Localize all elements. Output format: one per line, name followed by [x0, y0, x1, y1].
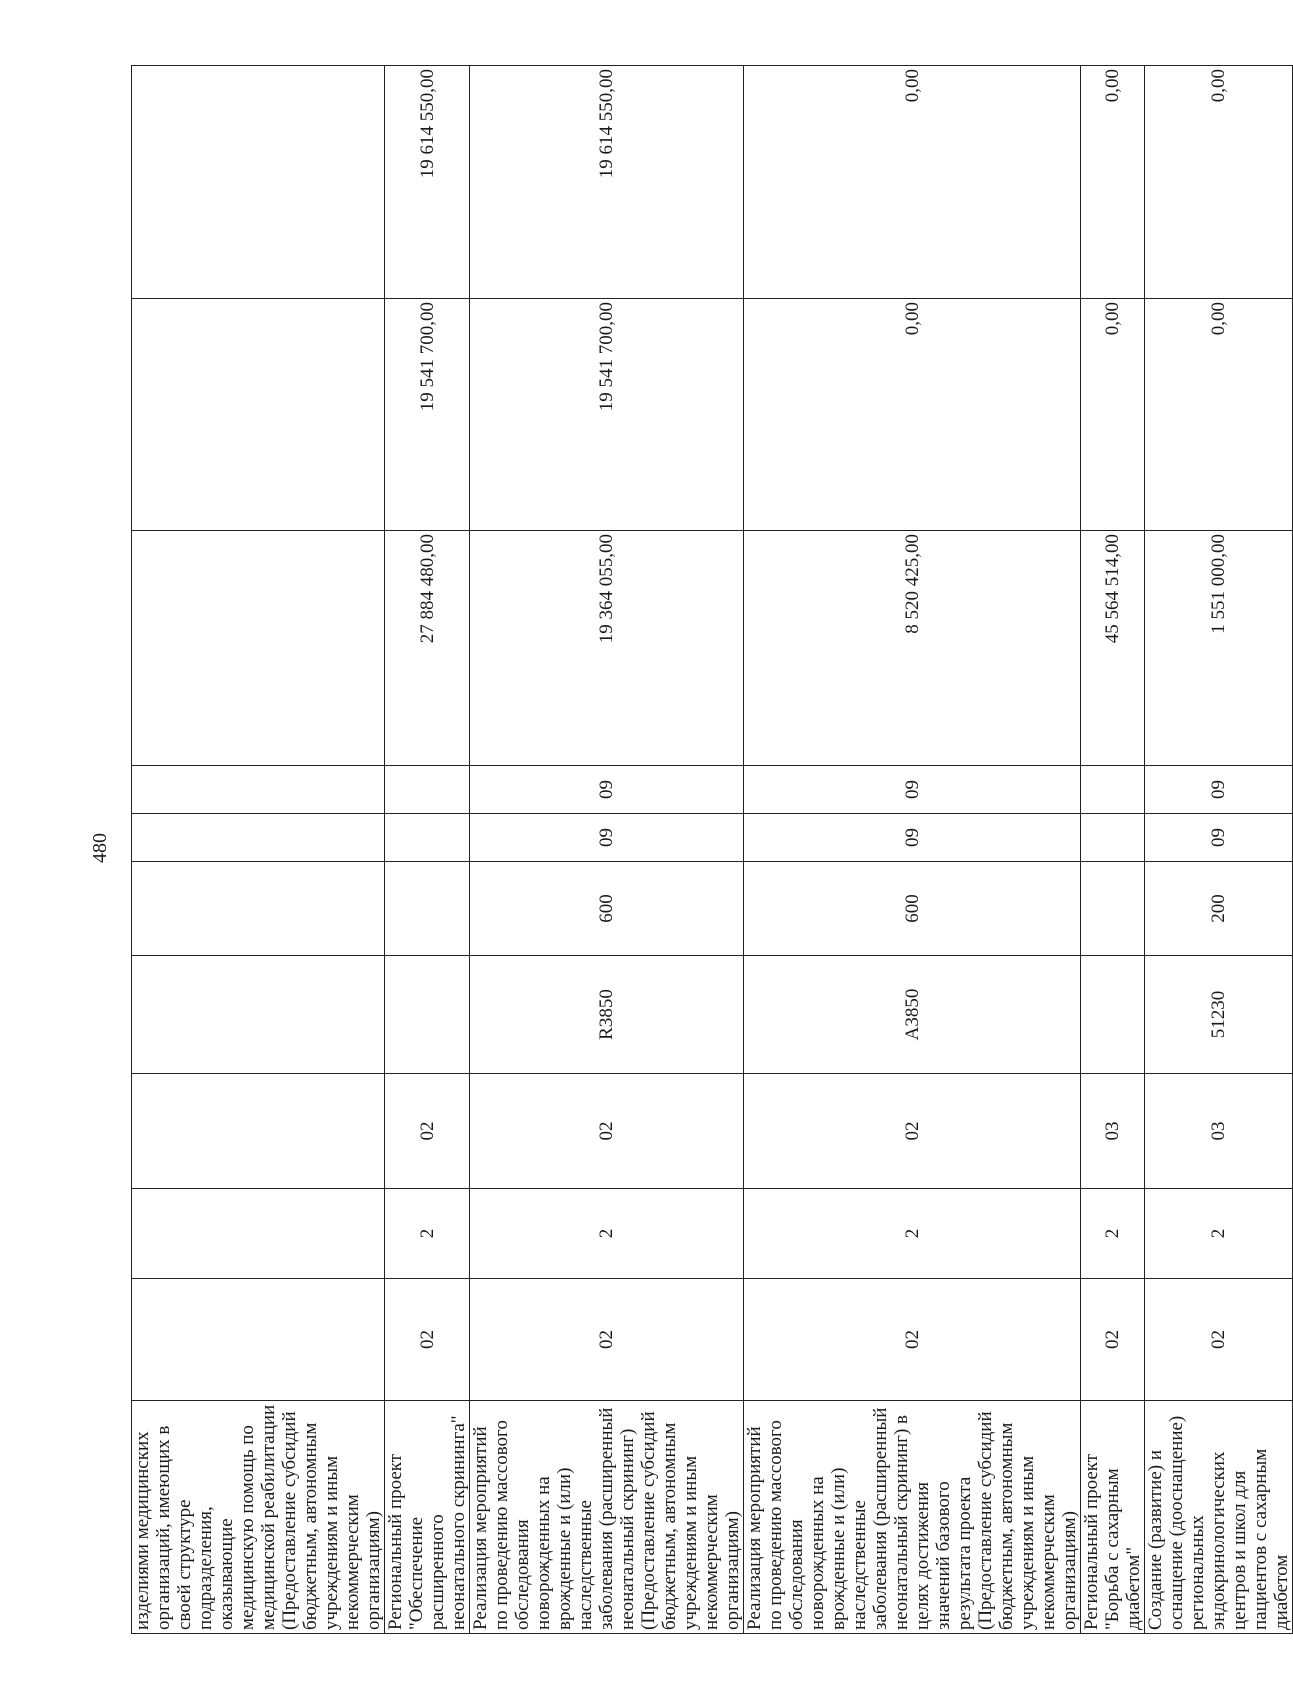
code-cell-c6 [1081, 814, 1145, 862]
amount-cell-v3 [132, 66, 385, 299]
table-row [1145, 66, 1293, 1634]
amount-cell-v2: 0,00 [1081, 299, 1145, 531]
table-row [470, 66, 744, 1634]
amount-cell-v2: 0,00 [744, 299, 1081, 531]
code-cell-c2: 2 [1081, 1189, 1145, 1279]
code-cell-c1: 02 [1145, 1279, 1293, 1401]
budget-table [131, 65, 1293, 1634]
code-cell-c1: 02 [470, 1279, 744, 1401]
table-row [385, 66, 470, 1634]
amount-cell-v2 [132, 299, 385, 531]
amount-cell-v2: 19 541 700,00 [385, 299, 470, 531]
code-cell-c6: 09 [744, 814, 1081, 862]
code-cell-c2: 2 [385, 1189, 470, 1279]
code-cell-c3: 02 [744, 1074, 1081, 1189]
code-cell-c6: 09 [470, 814, 744, 862]
code-cell-c3 [132, 1074, 385, 1189]
code-cell-c7 [1081, 766, 1145, 814]
code-cell-c1: 02 [744, 1279, 1081, 1401]
code-cell-c6: 09 [1145, 814, 1293, 862]
row-name-cell: Создание (развитие) и оснащение (дооснащение) региональных эндокринологических центров и школ для пациентов с сахарным диабетом [1145, 1401, 1293, 1634]
amount-cell-v1 [132, 531, 385, 766]
code-cell-c7 [132, 766, 385, 814]
code-cell-c3: 02 [385, 1074, 470, 1189]
code-cell-c1: 02 [1081, 1279, 1145, 1401]
code-cell-c5 [1081, 862, 1145, 956]
code-cell-c5 [385, 862, 470, 956]
code-cell-c4 [1081, 956, 1145, 1074]
table-row [132, 66, 385, 1634]
code-cell-c4 [132, 956, 385, 1074]
table-row [744, 66, 1081, 1634]
amount-cell-v3: 0,00 [1081, 66, 1145, 299]
code-cell-c3: 03 [1081, 1074, 1145, 1189]
code-cell-c4: А3850 [744, 956, 1081, 1074]
code-cell-c3: 02 [470, 1074, 744, 1189]
code-cell-c5 [132, 862, 385, 956]
rotated-table-inner [131, 66, 1292, 1634]
code-cell-c7: 09 [744, 766, 1081, 814]
amount-cell-v2: 0,00 [1145, 299, 1293, 531]
code-cell-c2: 2 [470, 1189, 744, 1279]
row-name-cell: Реализация мероприятий по проведению массового обследования новорожденных на врожденные и (или) наследственные заболевания (расширенный неонатальный скрининг) (Предоставление субсидий бюджетным, автономным учреждениям и иным некоммерческим организациям) [470, 1401, 744, 1634]
code-cell-c4: R3850 [470, 956, 744, 1074]
code-cell-c2: 2 [744, 1189, 1081, 1279]
row-name-cell: Реализация мероприятий по проведению массового обследования новорожденных на врожденные и (или) наследственные заболевания (расширенный неонатальный скрининг) в целях достижения значений базового результата проекта (Предоставление субсидий бюджетным, автономным учреждениям и иным некоммерческим организациям) [744, 1401, 1081, 1634]
code-cell-c5: 200 [1145, 862, 1293, 956]
amount-cell-v1: 8 520 425,00 [744, 531, 1081, 766]
amount-cell-v3: 0,00 [744, 66, 1081, 299]
amount-cell-v3: 19 614 550,00 [470, 66, 744, 299]
table-row [1081, 66, 1145, 1634]
code-cell-c5: 600 [744, 862, 1081, 956]
row-name-cell: Региональный проект "Борьба с сахарным диабетом" [1081, 1401, 1145, 1634]
code-cell-c3: 03 [1145, 1074, 1293, 1189]
code-cell-c7: 09 [1145, 766, 1293, 814]
amount-cell-v1: 1 551 000,00 [1145, 531, 1293, 766]
code-cell-c2 [132, 1189, 385, 1279]
amount-cell-v1: 19 364 055,00 [470, 531, 744, 766]
row-name-cell: изделиями медицинских организаций, имеющих в своей структуре подразделения, оказывающие медицинскую помощь по медицинской реабилитации (Предоставление субсидий бюджетным, автономным учреждениям и иным некоммерческим организациям) [132, 1401, 385, 1634]
amount-cell-v3: 19 614 550,00 [385, 66, 470, 299]
code-cell-c7 [385, 766, 470, 814]
row-name-cell: Региональный проект "Обеспечение расширенного неонатального скрининга" [385, 1401, 470, 1634]
code-cell-c4 [385, 956, 470, 1074]
amount-cell-v1: 45 564 514,00 [1081, 531, 1145, 766]
page-number: 480 [88, 833, 111, 863]
code-cell-c2: 2 [1145, 1189, 1293, 1279]
code-cell-c1 [132, 1279, 385, 1401]
code-cell-c7: 09 [470, 766, 744, 814]
code-cell-c5: 600 [470, 862, 744, 956]
amount-cell-v3: 0,00 [1145, 66, 1293, 299]
code-cell-c6 [385, 814, 470, 862]
code-cell-c1: 02 [385, 1279, 470, 1401]
amount-cell-v2: 19 541 700,00 [470, 299, 744, 531]
amount-cell-v1: 27 884 480,00 [385, 531, 470, 766]
rotated-table-area [131, 66, 1292, 1634]
code-cell-c6 [132, 814, 385, 862]
code-cell-c4: 51230 [1145, 956, 1293, 1074]
